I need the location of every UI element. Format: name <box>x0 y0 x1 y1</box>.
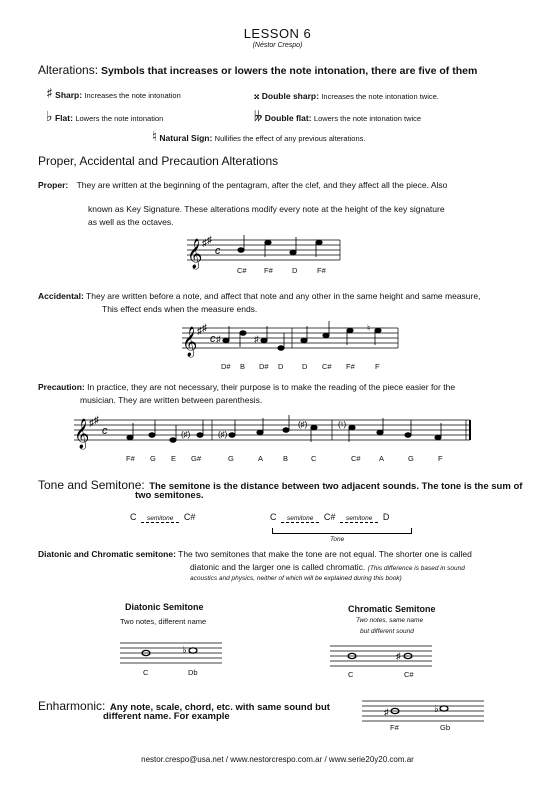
note-label: G <box>150 454 156 463</box>
note-label: E <box>171 454 177 463</box>
note-label: B <box>240 362 246 371</box>
proper-paragraph: Proper: They are written at the beginning of the pentagram, after the clef, and they affect all the piece. Also <box>38 180 448 190</box>
svg-text:♯: ♯ <box>216 334 221 344</box>
key-sharp-icon: ♯ <box>94 415 99 426</box>
diatonic-line3: acoustics and physics, neither of which will be explained during this book) <box>190 575 402 582</box>
alteration-double-flat: 𝄫 Double flat: Lowers the note intonation twice <box>254 109 422 125</box>
proper-line3: as well as the octaves. <box>88 217 174 227</box>
note-label: D# <box>259 362 269 371</box>
semitone-example: C semitone C# <box>130 512 196 522</box>
diatonic-title: Diatonic Semitone <box>125 602 204 612</box>
treble-clef-icon: 𝄞 <box>182 326 198 356</box>
key-sharp-icon: ♯ <box>197 326 202 337</box>
common-time-icon: c <box>210 333 216 345</box>
note-label: A <box>379 454 385 463</box>
note-label: C <box>348 670 354 679</box>
diatonic-subtitle: Two notes, different name <box>120 617 207 626</box>
key-sharp-icon: ♯ <box>202 323 207 334</box>
accidental-staff <box>180 318 402 366</box>
precaution-line2: musician. They are written between parenthesis. <box>80 395 263 405</box>
alterations-heading: Alterations: Symbols that increases or lowers the note intonation, there are five of them <box>38 63 478 77</box>
note-label: C <box>143 668 149 677</box>
note-label: F# <box>317 266 326 275</box>
chromatic-subtitle: Two notes, same name <box>356 617 424 624</box>
tone-semitone-paragraph: Tone and Semitone: The semitone is the distance between two adjacent sounds. The tone is the sum of <box>38 478 523 492</box>
note-label: G <box>228 454 234 463</box>
double-sharp-icon: 𝄪 <box>254 88 260 102</box>
tone-example: C semitone C# semitone D <box>270 512 390 522</box>
chromatic-staff <box>330 641 435 673</box>
note-label: D# <box>221 362 231 371</box>
note-label: A <box>258 454 264 463</box>
flat-icon: ♭ <box>434 704 439 715</box>
sharp-icon: ♯ <box>384 707 389 717</box>
note-label: D <box>302 362 308 371</box>
note-label: F# <box>126 454 135 463</box>
enharmonic-line2: different name. For example <box>103 711 230 722</box>
chromatic-subtitle-2: but different sound <box>360 628 414 635</box>
svg-text:(♮): (♮) <box>338 420 347 429</box>
diatonic-staff <box>120 638 225 670</box>
tone-line2: two semitones. <box>135 490 204 501</box>
proper-line2: known as Key Signature. These alterations modify every note at the height of the key signature <box>88 204 445 214</box>
common-time-icon: c <box>215 245 221 257</box>
note-label: G <box>408 454 414 463</box>
note-label: B <box>283 454 289 463</box>
enharmonic-staff <box>362 698 487 726</box>
double-flat-icon: 𝄫 <box>254 109 263 125</box>
note-label: F# <box>264 266 273 275</box>
svg-text:(♯): (♯) <box>181 430 191 439</box>
note-label: Db <box>188 668 198 677</box>
flat-icon: ♭ <box>46 109 53 125</box>
note-label: F <box>438 454 443 463</box>
note-label: Gb <box>440 723 451 732</box>
note-label: C# <box>351 454 361 463</box>
key-sharp-icon: ♯ <box>89 418 94 429</box>
note-label: F# <box>390 723 399 732</box>
enharmonic-paragraph: Enharmonic: Any note, scale, chord, etc. with same sound but <box>38 699 330 713</box>
svg-text:♯: ♯ <box>254 334 259 344</box>
note-label: C# <box>322 362 332 371</box>
diatonic-line2: diatonic and the larger one is called chromatic. (This difference is based in sound <box>190 562 465 572</box>
alteration-sharp: ♯ Sharp: Increases the note intonation <box>46 86 181 102</box>
chromatic-title: Chromatic Semitone <box>348 604 436 614</box>
treble-clef-icon: 𝄞 <box>187 238 203 268</box>
tone-label: Tone <box>330 536 345 543</box>
footer-links: nestor.crespo@usa.net / www.nestorcrespo.com.ar / www.serie20y20.com.ar <box>141 755 414 764</box>
svg-text:(♯): (♯) <box>298 420 308 429</box>
page-title: LESSON 6 <box>243 26 312 41</box>
precaution-paragraph: Precaution: In practice, they are not necessary, their purpose is to make the reading of the piece easier for the <box>38 382 456 392</box>
note-label: F <box>375 362 380 371</box>
accidental-line2: This effect ends when the measure ends. <box>102 304 258 314</box>
svg-text:♮: ♮ <box>367 323 371 333</box>
note-label: C# <box>404 670 414 679</box>
note-label: D <box>292 266 298 275</box>
precaution-staff <box>72 410 482 458</box>
treble-clef-icon: 𝄞 <box>74 418 90 448</box>
alteration-flat: ♭ Flat: Lowers the note intonation <box>46 109 164 125</box>
key-sharp-icon: ♯ <box>202 238 207 249</box>
alteration-double-sharp: 𝄪 Double sharp: Increases the note intonation twice. <box>254 88 439 102</box>
note-label: F# <box>346 362 355 371</box>
page-author: (Néstor Crespo) <box>252 42 303 49</box>
section-heading-alterations: Proper, Accidental and Precaution Alterations <box>38 154 279 168</box>
note-label: C <box>311 454 317 463</box>
sharp-icon: ♯ <box>396 651 401 661</box>
note-label: C# <box>237 266 247 275</box>
flat-icon: ♭ <box>182 645 187 656</box>
alteration-natural: ♮ Natural Sign: Nullifies the effect of any previous alterations. <box>152 129 366 145</box>
svg-text:(♯): (♯) <box>218 430 228 439</box>
note-label: D <box>278 362 284 371</box>
sharp-icon: ♯ <box>46 86 53 102</box>
accidental-paragraph: Accidental: They are written before a note, and affect that note and any other in the same height and same measure, <box>38 291 481 301</box>
note-label: G# <box>191 454 202 463</box>
common-time-icon: c <box>102 425 108 437</box>
diatonic-chromatic-paragraph: Diatonic and Chromatic semitone: The two semitones that make the tone are not equal. The shorter one is called <box>38 549 472 559</box>
key-sharp-icon: ♯ <box>207 235 212 246</box>
tone-bracket <box>272 528 412 534</box>
natural-icon: ♮ <box>152 129 158 145</box>
